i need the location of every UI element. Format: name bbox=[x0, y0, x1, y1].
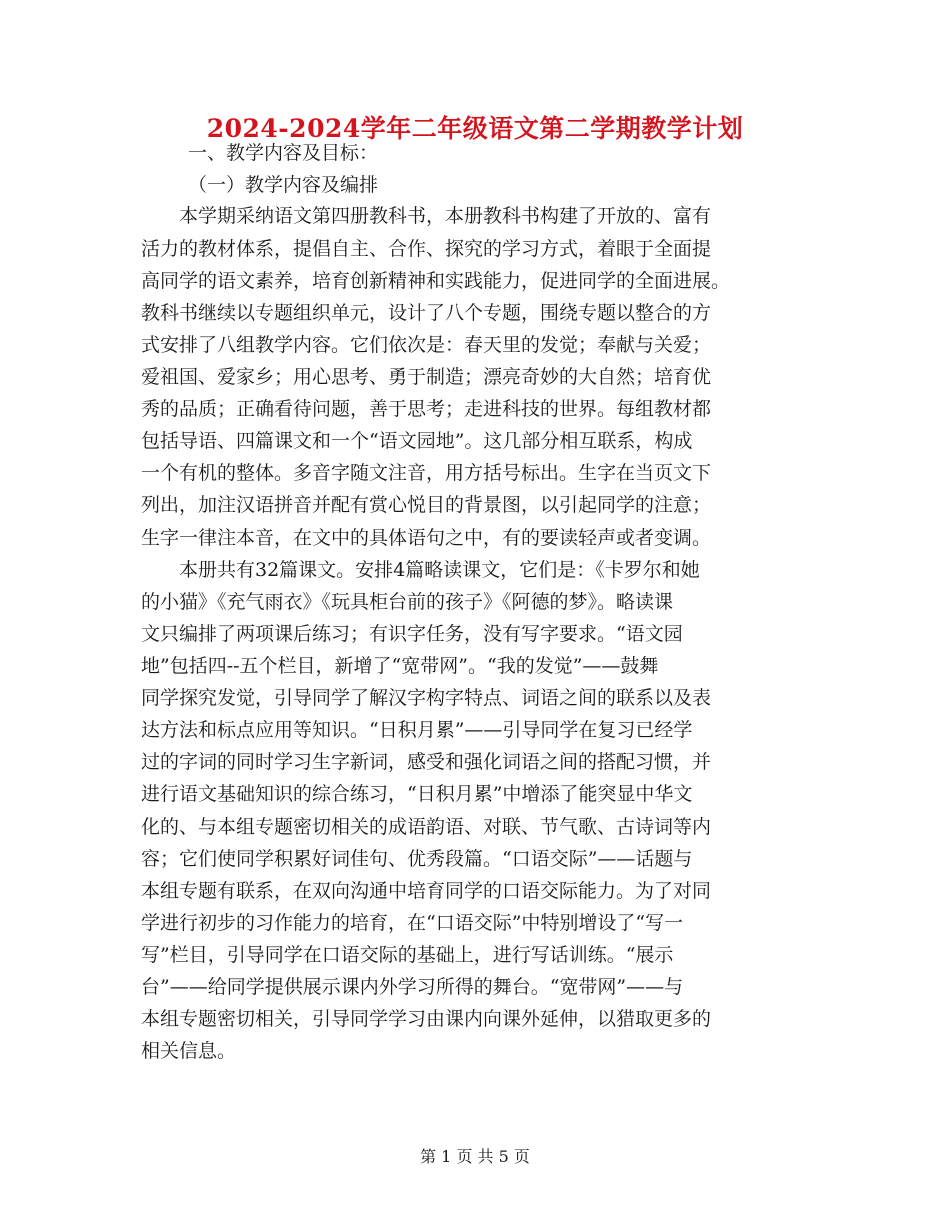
body-line: 列出，加注汉语拼音并配有赏心悦目的背景图，以引起同学的注意； bbox=[141, 494, 712, 516]
body-line: 化的、与本组专题密切相关的成语韵语、对联、节气歌、古诗词等内 bbox=[141, 816, 712, 838]
body-line: 式安排了八组教学内容。它们依次是：春天里的发觉；奉献与关爱； bbox=[141, 334, 712, 356]
subsection-heading: （一）教学内容及编排 bbox=[188, 174, 379, 196]
body-line: 本册共有32篇课文。安排4篇略读课文，它们是：《卡罗尔和她 bbox=[141, 559, 700, 581]
body-line: 容；它们使同学积累好词佳句、优秀段篇。“口语交际”——话题与 bbox=[141, 848, 693, 870]
body-line: 过的字词的同时学习生字新词，感受和强化词语之间的搭配习惯，并 bbox=[141, 751, 712, 773]
body-line: 地”包括四--五个栏目，新增了“宽带网”。“我的发觉”——鼓舞 bbox=[141, 655, 659, 677]
body-line: 教科书继续以专题组织单元，设计了八个专题，围绕专题以整合的方 bbox=[141, 302, 712, 324]
body-line: 本组专题有联系，在双向沟通中培育同学的口语交际能力。为了对同 bbox=[141, 880, 712, 902]
body-line: 进行语文基础知识的综合练习，“日积月累”中增添了能突显中华文 bbox=[141, 783, 693, 805]
body-line: 高同学的语文素养，培育创新精神和实践能力，促进同学的全面进展。 bbox=[141, 270, 731, 292]
body-line: 写”栏目，引导同学在口语交际的基础上，进行写话训练。“展示 bbox=[141, 944, 674, 966]
body-line: 相关信息。 bbox=[141, 1040, 237, 1062]
body-line: 活力的教材体系，提倡自主、合作、探究的学习方式，着眼于全面提 bbox=[141, 238, 712, 260]
section-heading: 一、教学内容及目标： bbox=[188, 142, 379, 164]
body-line: 一个有机的整体。多音字随文注音，用方括号标出。生字在当页文下 bbox=[141, 462, 712, 484]
body-line: 生字一律注本音，在文中的具体语句之中，有的要读轻声或者变调。 bbox=[141, 527, 712, 549]
body-line: 本学期采纳语文第四册教科书，本册教科书构建了开放的、富有 bbox=[141, 205, 712, 227]
body-line: 包括导语、四篇课文和一个“语文园地”。这几部分相互联系，构成 bbox=[141, 430, 693, 452]
body-line: 本组专题密切相关，引导同学学习由课内向课外延伸，以猎取更多的 bbox=[141, 1008, 712, 1030]
body-line: 文只编排了两项课后练习；有识字任务，没有写字要求。“语文园 bbox=[141, 623, 683, 645]
body-line: 的小猫》《充气雨衣》《玩具柜台前的孩子》《阿德的梦》。略读课 bbox=[141, 591, 674, 613]
body-line: 学进行初步的习作能力的培育，在“口语交际”中特别增设了“写一 bbox=[141, 912, 684, 934]
body-line: 爱祖国、爱家乡；用心思考、勇于制造；漂亮奇妙的大自然；培育优 bbox=[141, 366, 712, 388]
body-line: 秀的品质；正确看待问题，善于思考；走进科技的世界。每组教材都 bbox=[141, 398, 712, 420]
page-footer: 第 1 页 共 5 页 bbox=[420, 1147, 530, 1166]
document-title: 2024-2024学年二年级语文第二学期教学计划 bbox=[206, 114, 744, 143]
body-line: 达方法和标点应用等知识。“日积月累”——引导同学在复习已经学 bbox=[141, 719, 693, 741]
body-line: 同学探究发觉，引导同学了解汉字构字特点、词语之间的联系以及表 bbox=[141, 687, 712, 709]
body-line: 台”——给同学提供展示课内外学习所得的舞台。“宽带网”——与 bbox=[141, 976, 684, 998]
